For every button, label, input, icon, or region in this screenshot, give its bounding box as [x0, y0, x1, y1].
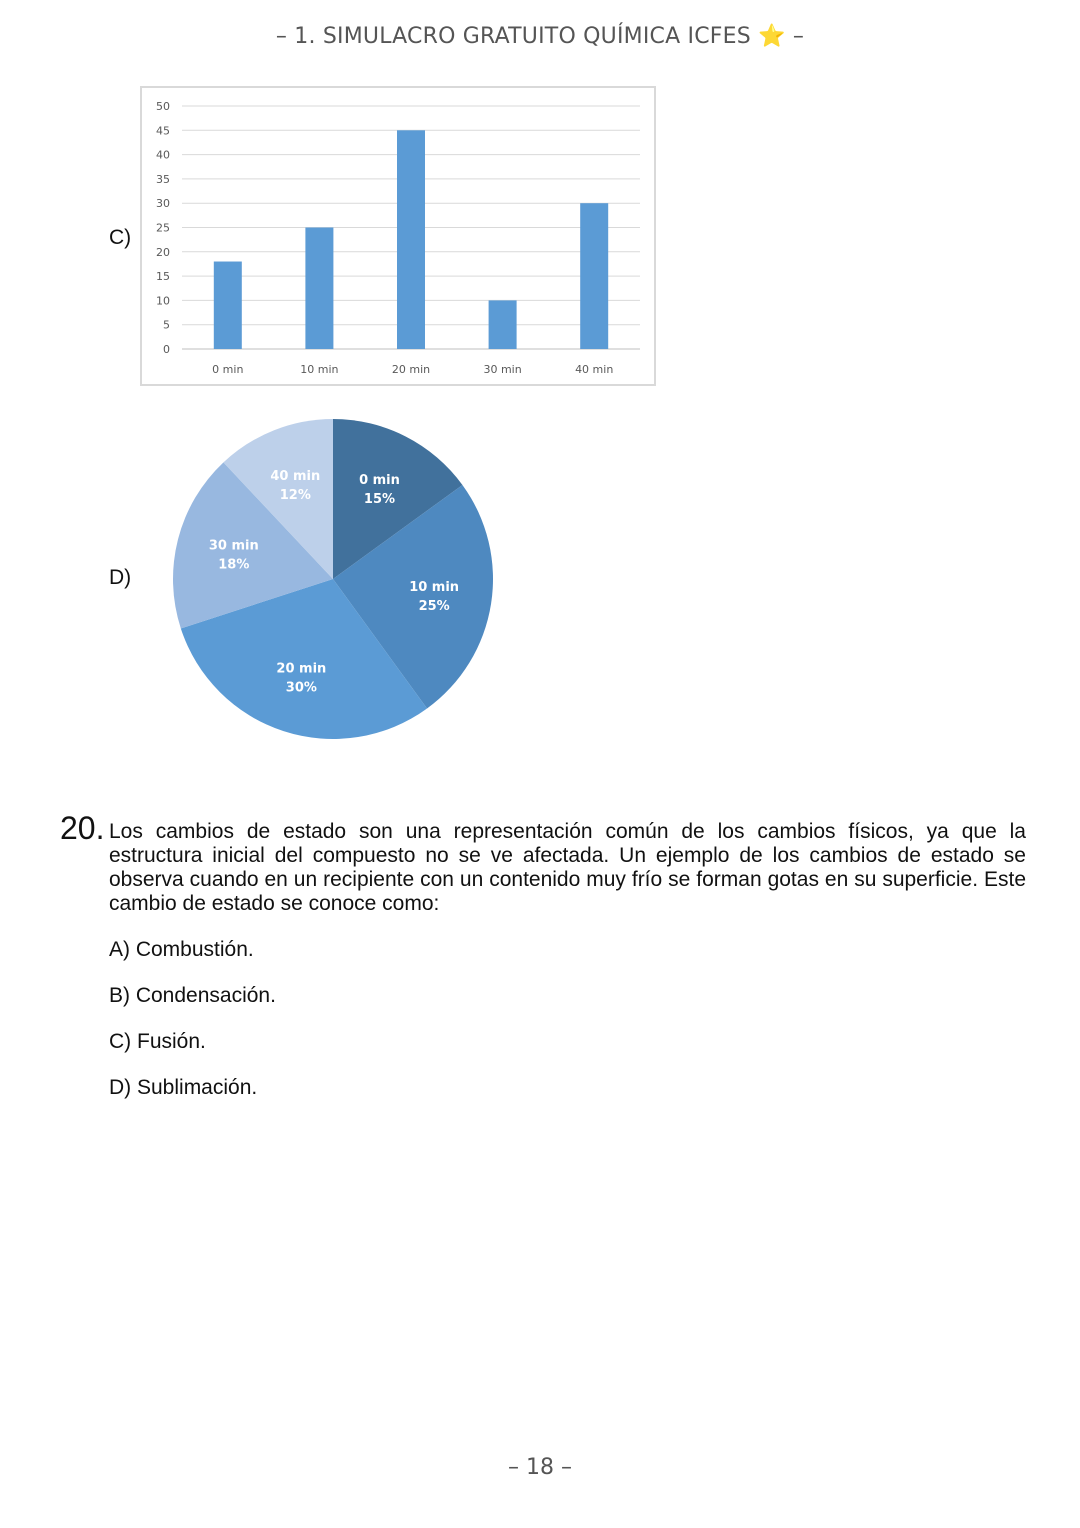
- y-tick-label: 0: [163, 343, 170, 356]
- slice-percent: 15%: [363, 491, 396, 507]
- bar: [397, 130, 425, 349]
- y-tick-label: 30: [156, 197, 170, 211]
- option-c-label: C): [109, 226, 132, 249]
- header-dash: –: [792, 24, 805, 49]
- page-header: [0, 24, 1080, 49]
- bar: [580, 203, 608, 349]
- slice-label: 0 min: [359, 472, 400, 488]
- x-tick-label: 40 min: [575, 363, 614, 376]
- page-number: – 18 –: [508, 1455, 572, 1480]
- slice-percent: 18%: [218, 557, 250, 573]
- slice-label: 30 min: [208, 538, 259, 554]
- y-tick-label: 15: [156, 270, 170, 284]
- y-tick-label: 10: [156, 294, 170, 308]
- y-tick-label: 50: [156, 100, 170, 113]
- slice-label: 40 min: [270, 468, 321, 484]
- slice-percent: 12%: [279, 487, 311, 503]
- y-tick-label: 45: [156, 124, 170, 138]
- x-tick-label: 0 min: [212, 363, 244, 376]
- bar-chart: [142, 88, 654, 384]
- x-tick-label: 10 min: [300, 363, 339, 376]
- bar: [489, 300, 517, 349]
- bar: [214, 262, 242, 349]
- y-tick-label: 25: [156, 221, 170, 235]
- x-tick-label: 20 min: [391, 363, 431, 376]
- y-tick-label: 35: [156, 172, 170, 186]
- y-tick-label: 40: [156, 148, 170, 162]
- star-icon: ⭐: [758, 24, 786, 49]
- answer-option-a[interactable]: A) Combustión.: [109, 938, 254, 961]
- header-title: – 1. SIMULACRO GRATUITO QUÍMICA ICFES: [275, 24, 751, 49]
- slice-label: 20 min: [276, 661, 327, 677]
- slice-percent: 30%: [285, 680, 317, 696]
- answer-option-b[interactable]: B) Condensación.: [109, 984, 276, 1007]
- bar-chart-frame: [140, 86, 656, 386]
- y-tick-label: 5: [163, 318, 170, 332]
- slice-percent: 25%: [418, 599, 450, 615]
- answer-option-c[interactable]: C) Fusión.: [109, 1030, 206, 1053]
- answer-list: [109, 938, 276, 1122]
- question-text: Los cambios de estado son una representación común de los cambios físicos, ya que la estructura inicial del compuesto no se ve afectada. Un ejemplo de los cambios de estado se observa cuando en un recipiente con un contenido muy frío se forman gotas en su superficie. Este cambio de estado se conoce como:: [109, 820, 1026, 915]
- option-d-label: D): [109, 566, 132, 589]
- slice-label: 10 min: [409, 580, 460, 596]
- answer-option-d[interactable]: D) Sublimación.: [109, 1076, 258, 1099]
- bar: [305, 228, 333, 350]
- pie-chart: [170, 418, 500, 744]
- x-tick-label: 30 min: [483, 363, 522, 376]
- question-number: 20.: [60, 810, 105, 846]
- y-tick-label: 20: [156, 245, 170, 259]
